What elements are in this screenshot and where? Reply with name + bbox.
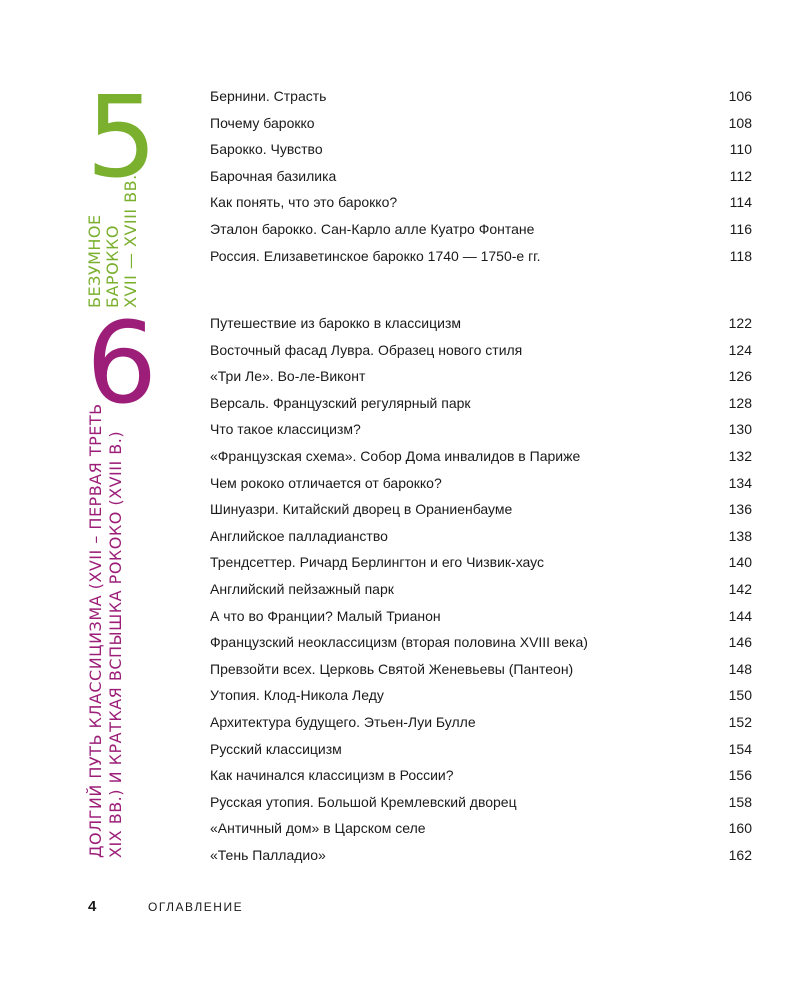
- toc-entry-title: Как начинался классицизм в России?: [210, 767, 454, 784]
- toc-entry[interactable]: [210, 395, 752, 422]
- toc-entry-page: 130: [728, 421, 752, 438]
- toc-entry[interactable]: [210, 714, 752, 741]
- toc-entry[interactable]: [210, 248, 752, 275]
- chapter-6-title-line-2: XIX ВВ.) И КРАТКАЯ ВСПЫШКА РОКОКО (XVIII В.): [106, 430, 125, 858]
- toc-entry-title: Восточный фасад Лувра. Образец нового стиля: [210, 341, 523, 358]
- toc-entry[interactable]: [210, 368, 752, 395]
- toc-entry-title: «Три Ле». Во-ле-Виконт: [210, 368, 366, 385]
- chapter-5-title-line-2: БАРОККО: [103, 225, 122, 308]
- toc-entry-title: Утопия. Клод-Никола Леду: [210, 687, 384, 704]
- toc-entry-title: Бернини. Страсть: [210, 88, 327, 104]
- toc-entry-title: Трендсеттер. Ричард Берлингтон и его Чизвик-хаус: [210, 554, 545, 571]
- toc-entry-page: 126: [728, 368, 752, 385]
- toc-entry-title: Русская утопия. Большой Кремлевский дворец: [210, 793, 517, 810]
- toc-entry-page: 106: [728, 88, 752, 104]
- toc-entry-title: Барокко. Чувство: [210, 141, 323, 158]
- toc-entry-title: «Античный дом» в Царском селе: [210, 820, 426, 837]
- toc-entry-page: 144: [728, 607, 752, 624]
- toc-entry-title: Россия. Елизаветинское барокко 1740 — 1750-е гг.: [210, 247, 541, 264]
- toc-entry-title: Чем рококо отличается от барокко?: [210, 474, 442, 491]
- toc-entry-page: 142: [728, 580, 752, 597]
- toc-entry-page: 118: [729, 247, 752, 264]
- toc-entry-page: 160: [728, 820, 752, 837]
- toc-entry[interactable]: [210, 634, 752, 661]
- chapter-5-toc: [210, 88, 752, 274]
- toc-entry-title: «Французская схема». Собор Дома инвалидов в Париже: [210, 447, 581, 464]
- toc-entry-page: 122: [728, 315, 752, 331]
- toc-entry-title: Путешествие из барокко в классицизм: [210, 315, 462, 331]
- folio-page-number: 4: [88, 898, 97, 915]
- toc-entry[interactable]: [210, 221, 752, 248]
- toc-entry[interactable]: [210, 194, 752, 221]
- toc-entry-title: Русский классицизм: [210, 740, 342, 757]
- toc-entry-title: Шинуазри. Китайский дворец в Ораниенбауме: [210, 501, 513, 518]
- toc-entry-title: Версаль. Французский регулярный парк: [210, 394, 471, 411]
- running-footer-label: ОГЛАВЛЕНИЕ: [148, 900, 244, 914]
- toc-entry-title: Английский пейзажный парк: [210, 580, 394, 597]
- chapter-6-toc: [210, 315, 752, 873]
- toc-entry-title: Как понять, что это барокко?: [210, 194, 398, 211]
- toc-entry[interactable]: [210, 421, 752, 448]
- toc-entry-page: 154: [728, 740, 752, 757]
- toc-entry-page: 140: [728, 554, 752, 571]
- toc-entry-title: Французский неоклассицизм (вторая половина XVIII века): [210, 634, 588, 651]
- toc-entry-title: «Тень Палладио»: [210, 846, 326, 863]
- chapter-6-title: [86, 403, 126, 858]
- toc-entry[interactable]: [210, 741, 752, 768]
- toc-entry[interactable]: [210, 475, 752, 502]
- toc-entry-title: Что такое классицизм?: [210, 421, 361, 438]
- toc-entry-title: Английское палладианство: [210, 527, 388, 544]
- toc-entry-page: 138: [728, 527, 752, 544]
- toc-entry-title: Барочная базилика: [210, 167, 337, 184]
- toc-entry-title: Превзойти всех. Церковь Святой Женевьевы (Пантеон): [210, 660, 574, 677]
- toc-entry[interactable]: [210, 448, 752, 475]
- toc-entry-page: 108: [728, 114, 752, 131]
- toc-entry-page: 146: [728, 634, 752, 651]
- chapter-5-number: 5: [86, 73, 158, 203]
- toc-entry-page: 114: [729, 194, 752, 211]
- toc-entry-title: Почему барокко: [210, 114, 315, 131]
- toc-entry[interactable]: [210, 661, 752, 688]
- toc-entry[interactable]: [210, 794, 752, 821]
- chapter-6-number: 6: [86, 299, 158, 429]
- toc-entry-page: 158: [728, 793, 752, 810]
- toc-entry[interactable]: [210, 608, 752, 635]
- toc-entry[interactable]: [210, 115, 752, 142]
- toc-entry[interactable]: [210, 88, 752, 115]
- toc-entry[interactable]: [210, 847, 752, 874]
- toc-entry[interactable]: [210, 168, 752, 195]
- toc-entry[interactable]: [210, 315, 752, 342]
- toc-entry-title: А что во Франции? Малый Трианон: [210, 607, 441, 624]
- toc-entry-title: Архитектура будущего. Этьен-Луи Булле: [210, 713, 476, 730]
- toc-entry[interactable]: [210, 581, 752, 608]
- toc-entry-page: 132: [728, 447, 752, 464]
- toc-entry-page: 128: [728, 394, 752, 411]
- toc-entry-title: Эталон барокко. Сан-Карло алле Куатро Фонтане: [210, 220, 535, 237]
- toc-entry[interactable]: [210, 687, 752, 714]
- chapter-5-title-line-3: XVII — XVIII ВВ.: [121, 174, 140, 308]
- toc-entry-page: 112: [729, 167, 752, 184]
- toc-entry-page: 148: [728, 660, 752, 677]
- toc-entry[interactable]: [210, 141, 752, 168]
- toc-entry-page: 134: [728, 474, 752, 491]
- chapter-5-title-line-1: БЕЗУМНОЕ: [85, 214, 104, 308]
- chapter-5-title: [86, 174, 140, 308]
- toc-entry-page: 136: [728, 501, 752, 518]
- toc-entry[interactable]: [210, 767, 752, 794]
- toc-entry-page: 110: [729, 141, 752, 158]
- toc-entry[interactable]: [210, 342, 752, 369]
- toc-entry[interactable]: [210, 528, 752, 555]
- toc-entry[interactable]: [210, 501, 752, 528]
- toc-entry-page: 116: [729, 220, 752, 237]
- toc-entry-page: 156: [728, 767, 752, 784]
- toc-entry[interactable]: [210, 820, 752, 847]
- toc-entry-page: 152: [728, 713, 752, 730]
- toc-entry-page: 150: [728, 687, 752, 704]
- chapter-6-title-line-1: ДОЛГИЙ ПУТЬ КЛАССИЦИЗМА (XVII – ПЕРВАЯ ТРЕТЬ: [86, 403, 105, 858]
- toc-entry-page: 162: [728, 846, 752, 863]
- toc-entry[interactable]: [210, 554, 752, 581]
- toc-entry-page: 124: [728, 341, 752, 358]
